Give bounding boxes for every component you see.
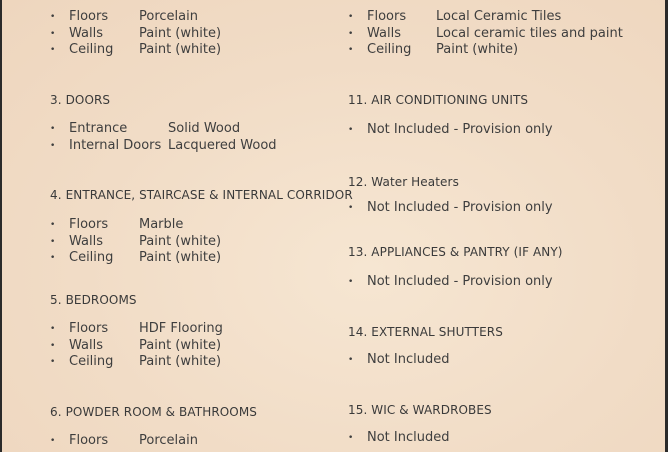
- item-value: HDF Flooring: [139, 321, 223, 336]
- item-label: Floors: [69, 433, 109, 448]
- item-label: Floors: [367, 9, 407, 24]
- bullet: •: [50, 253, 56, 263]
- section-heading-doors: 3. DOORS: [50, 93, 111, 107]
- bullet: •: [50, 220, 56, 230]
- bullet: •: [50, 357, 56, 367]
- bullet: •: [348, 203, 354, 213]
- item-label: Ceiling: [69, 354, 114, 369]
- bullet: •: [50, 324, 56, 334]
- bullet: •: [348, 277, 354, 287]
- bullet: •: [50, 141, 56, 151]
- bullet: •: [50, 341, 56, 351]
- item-value: Paint (white): [139, 26, 222, 41]
- item-value: Local ceramic tiles and paint: [436, 26, 623, 41]
- item-value: Local Ceramic Tiles: [436, 9, 562, 24]
- item-label: Floors: [69, 9, 109, 24]
- bullet: •: [348, 12, 354, 22]
- section-heading-appliances: 13. APPLIANCES & PANTRY (IF ANY): [348, 245, 563, 259]
- bullet: •: [348, 433, 354, 443]
- item-value: Solid Wood: [168, 121, 241, 136]
- bullet: •: [50, 124, 56, 134]
- item-label: Entrance: [69, 121, 128, 136]
- item-value: Paint (white): [139, 354, 222, 369]
- item-label: Walls: [69, 26, 103, 41]
- item-value: Porcelain: [139, 9, 198, 24]
- item-label: Internal Doors: [69, 138, 162, 153]
- item-label: Floors: [69, 217, 109, 232]
- section-heading-bathrooms: 6. POWDER ROOM & BATHROOMS: [50, 405, 258, 419]
- item-label: Floors: [69, 321, 109, 336]
- section-heading-wic-wardrobes: 15. WIC & WARDROBES: [348, 403, 492, 417]
- item-label: Walls: [69, 234, 103, 249]
- item-value: Paint (white): [139, 250, 222, 265]
- bullet: •: [348, 355, 354, 365]
- bullet: •: [348, 125, 354, 135]
- item-value: Porcelain: [139, 433, 198, 448]
- bullet: •: [50, 436, 56, 446]
- section-heading-entrance: 4. ENTRANCE, STAIRCASE & INTERNAL CORRIDOR: [50, 188, 353, 202]
- item-value: Paint (white): [139, 338, 222, 353]
- item-label: Ceiling: [69, 250, 114, 265]
- bullet: •: [50, 29, 56, 39]
- item-value: Not Included: [367, 352, 450, 367]
- section-heading-air-conditioning: 11. AIR CONDITIONING UNITS: [348, 93, 529, 107]
- item-value: Not Included: [367, 430, 450, 445]
- section-heading-water-heaters: 12. Water Heaters: [348, 175, 459, 189]
- item-value: Not Included - Provision only: [367, 200, 553, 215]
- bullet: •: [50, 45, 56, 55]
- bullet: •: [348, 45, 354, 55]
- item-label: Ceiling: [367, 42, 412, 57]
- bullet: •: [50, 237, 56, 247]
- item-label: Walls: [367, 26, 401, 41]
- item-label: Walls: [69, 338, 103, 353]
- item-label: Ceiling: [69, 42, 114, 57]
- item-value: Paint (white): [436, 42, 519, 57]
- section-heading-bedrooms: 5. BEDROOMS: [50, 293, 137, 307]
- item-value: Marble: [139, 217, 184, 232]
- section-heading-external-shutters: 14. EXTERNAL SHUTTERS: [348, 325, 503, 339]
- bullet: •: [348, 29, 354, 39]
- item-value: Not Included - Provision only: [367, 274, 553, 289]
- item-value: Not Included - Provision only: [367, 122, 553, 137]
- left-edge-border: [0, 0, 2, 452]
- item-value: Paint (white): [139, 42, 222, 57]
- item-value: Lacquered Wood: [168, 138, 277, 153]
- item-value: Paint (white): [139, 234, 222, 249]
- bullet: •: [50, 12, 56, 22]
